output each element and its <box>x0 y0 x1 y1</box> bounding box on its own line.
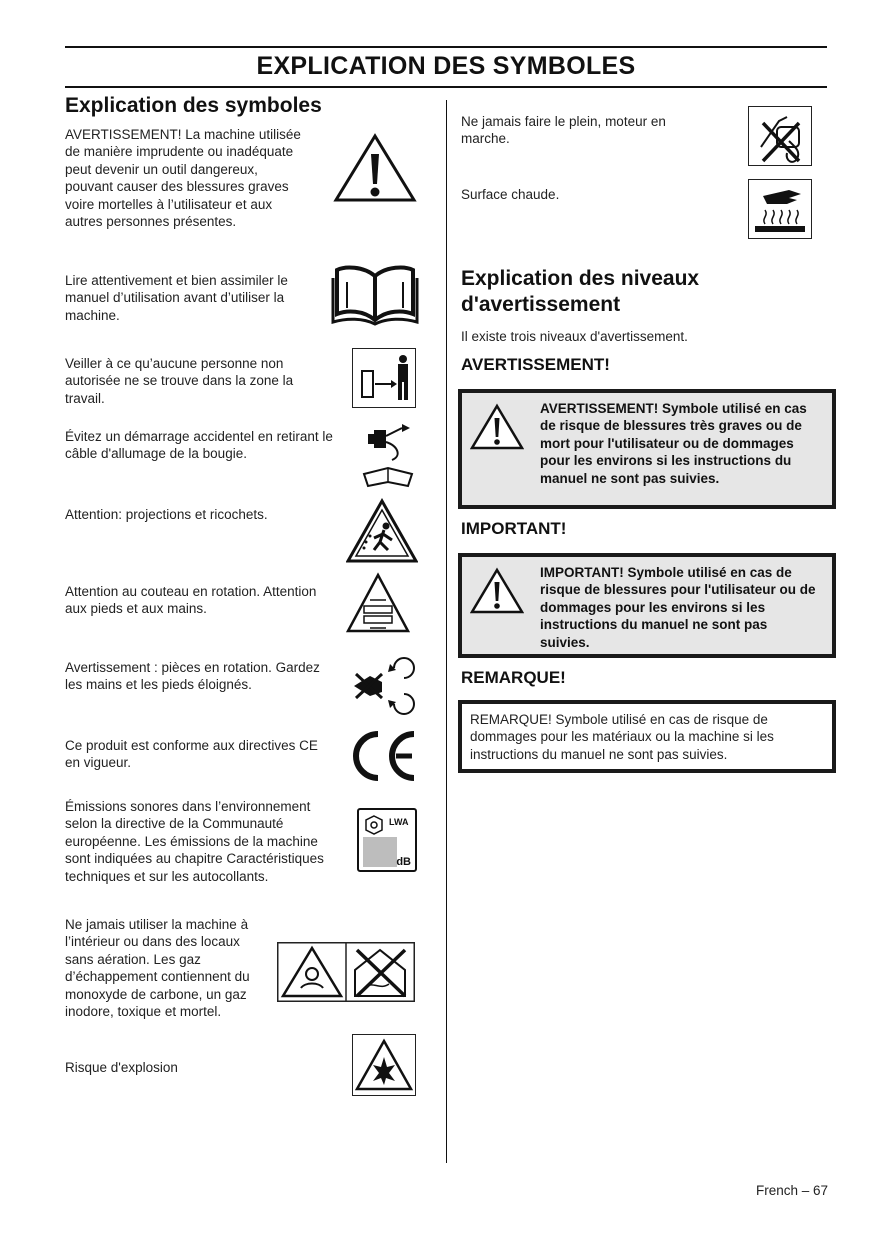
levels-intro: Il existe trois niveaux d'avertissement. <box>461 329 688 344</box>
header-bottom-rule <box>65 86 827 88</box>
symbol-text-spark-plug: Évitez un démarrage accidentel en retirant le câble d'allumage de la bougie. <box>65 429 333 462</box>
ce-mark-icon <box>346 728 418 784</box>
warning-triangle-icon <box>470 403 524 451</box>
level-title-important: IMPORTANT! <box>461 519 567 538</box>
section-heading-levels <box>461 266 761 318</box>
noise-value-area <box>363 837 397 867</box>
symbol-text-warning: AVERTISSEMENT! La machine utilisée de manière imprudente ou inadéquate peut devenir un outil dangereux, pouvant causer des blessures graves voire mortelles à l’utilisateur et aux autres personnes présentes. <box>65 127 301 230</box>
warning-box <box>458 389 836 509</box>
important-box <box>458 553 836 658</box>
levels-heading-text: Explication des niveaux d'avertissement <box>461 267 700 316</box>
level-title-warning: AVERTISSEMENT! <box>461 355 610 374</box>
no-refuel-running-icon <box>748 106 812 166</box>
header-top-rule <box>65 46 827 48</box>
noise-db-label: dB <box>396 856 411 868</box>
symbol-text-projectiles: Attention: projections et ricochets. <box>65 507 268 522</box>
noise-lwa-label: LWA <box>389 817 409 827</box>
page-footer: French – 67 <box>755 1183 828 1198</box>
warning-box-text: AVERTISSEMENT! Symbole utilisé en cas de risque de blessures très graves ou de mort pour l'utilisateur ou de dommages pour les environs si les instructions du manuel ne sont pas suivies. <box>540 401 807 486</box>
page-title: EXPLICATION DES SYMBOLES <box>256 52 636 80</box>
symbol-text-exhaust: Ne jamais utiliser la machine à l’intérieur ou dans des locaux sans aération. Les gaz d’échappement contiennent du monoxyde de carbone, un gaz inodore, toxique et mortel. <box>65 917 250 1020</box>
manual-book-icon <box>331 264 419 326</box>
exhaust-gas-icon <box>277 942 415 1002</box>
symbol-text-explosion: Risque d'explosion <box>65 1060 178 1075</box>
column-divider <box>446 100 447 1163</box>
symbol-text-hot-surface: Surface chaude. <box>461 187 560 202</box>
warning-triangle-icon <box>470 567 524 615</box>
explosion-icon <box>352 1034 416 1096</box>
noise-emission-icon <box>357 808 417 872</box>
note-box-text: REMARQUE! Symbole utilisé en cas de risque de dommages pour les matériaux ou la machine si les instructions du manuel ne sont pas suivies. <box>470 712 774 762</box>
level-title-note: REMARQUE! <box>461 668 566 687</box>
important-box-text: IMPORTANT! Symbole utilisé en cas de risque de blessures pour l'utilisateur ou de dommages pour les environs si les instructions du manuel ne sont pas suivies. <box>540 565 816 650</box>
warning-triangle-icon <box>333 132 417 204</box>
symbol-text-noise: Émissions sonores dans l’environnement selon la directive de la Communauté européenne. Les émissions de la machine sont indiquées au chapitre Caractéristiques techniques et sur les autocollants. <box>65 799 324 884</box>
spark-plug-icon <box>358 420 418 490</box>
symbol-text-refuel: Ne jamais faire le plein, moteur en marche. <box>461 114 666 147</box>
hexagon-nut-icon <box>364 815 384 835</box>
safety-distance-icon <box>352 348 416 408</box>
section-heading-symbols: Explication des symboles <box>65 94 322 117</box>
symbol-text-bystanders: Veiller à ce qu’aucune personne non autorisée ne se trouve dans la zone la travail. <box>65 356 294 406</box>
symbol-text-ce: Ce produit est conforme aux directives CE en vigueur. <box>65 738 318 771</box>
note-box <box>458 700 836 773</box>
rotating-parts-icon <box>350 652 418 720</box>
symbol-text-rotating-parts: Avertissement : pièces en rotation. Gardez les mains et les pieds éloignés. <box>65 660 320 693</box>
symbol-text-blade: Attention au couteau en rotation. Attention aux pieds et aux mains. <box>65 584 317 617</box>
symbol-text-manual: Lire attentivement et bien assimiler le manuel d’utilisation avant d’utiliser la machine. <box>65 273 288 323</box>
rotating-blade-icon <box>346 572 410 634</box>
hot-surface-icon <box>748 179 812 239</box>
projectiles-icon <box>346 498 418 564</box>
